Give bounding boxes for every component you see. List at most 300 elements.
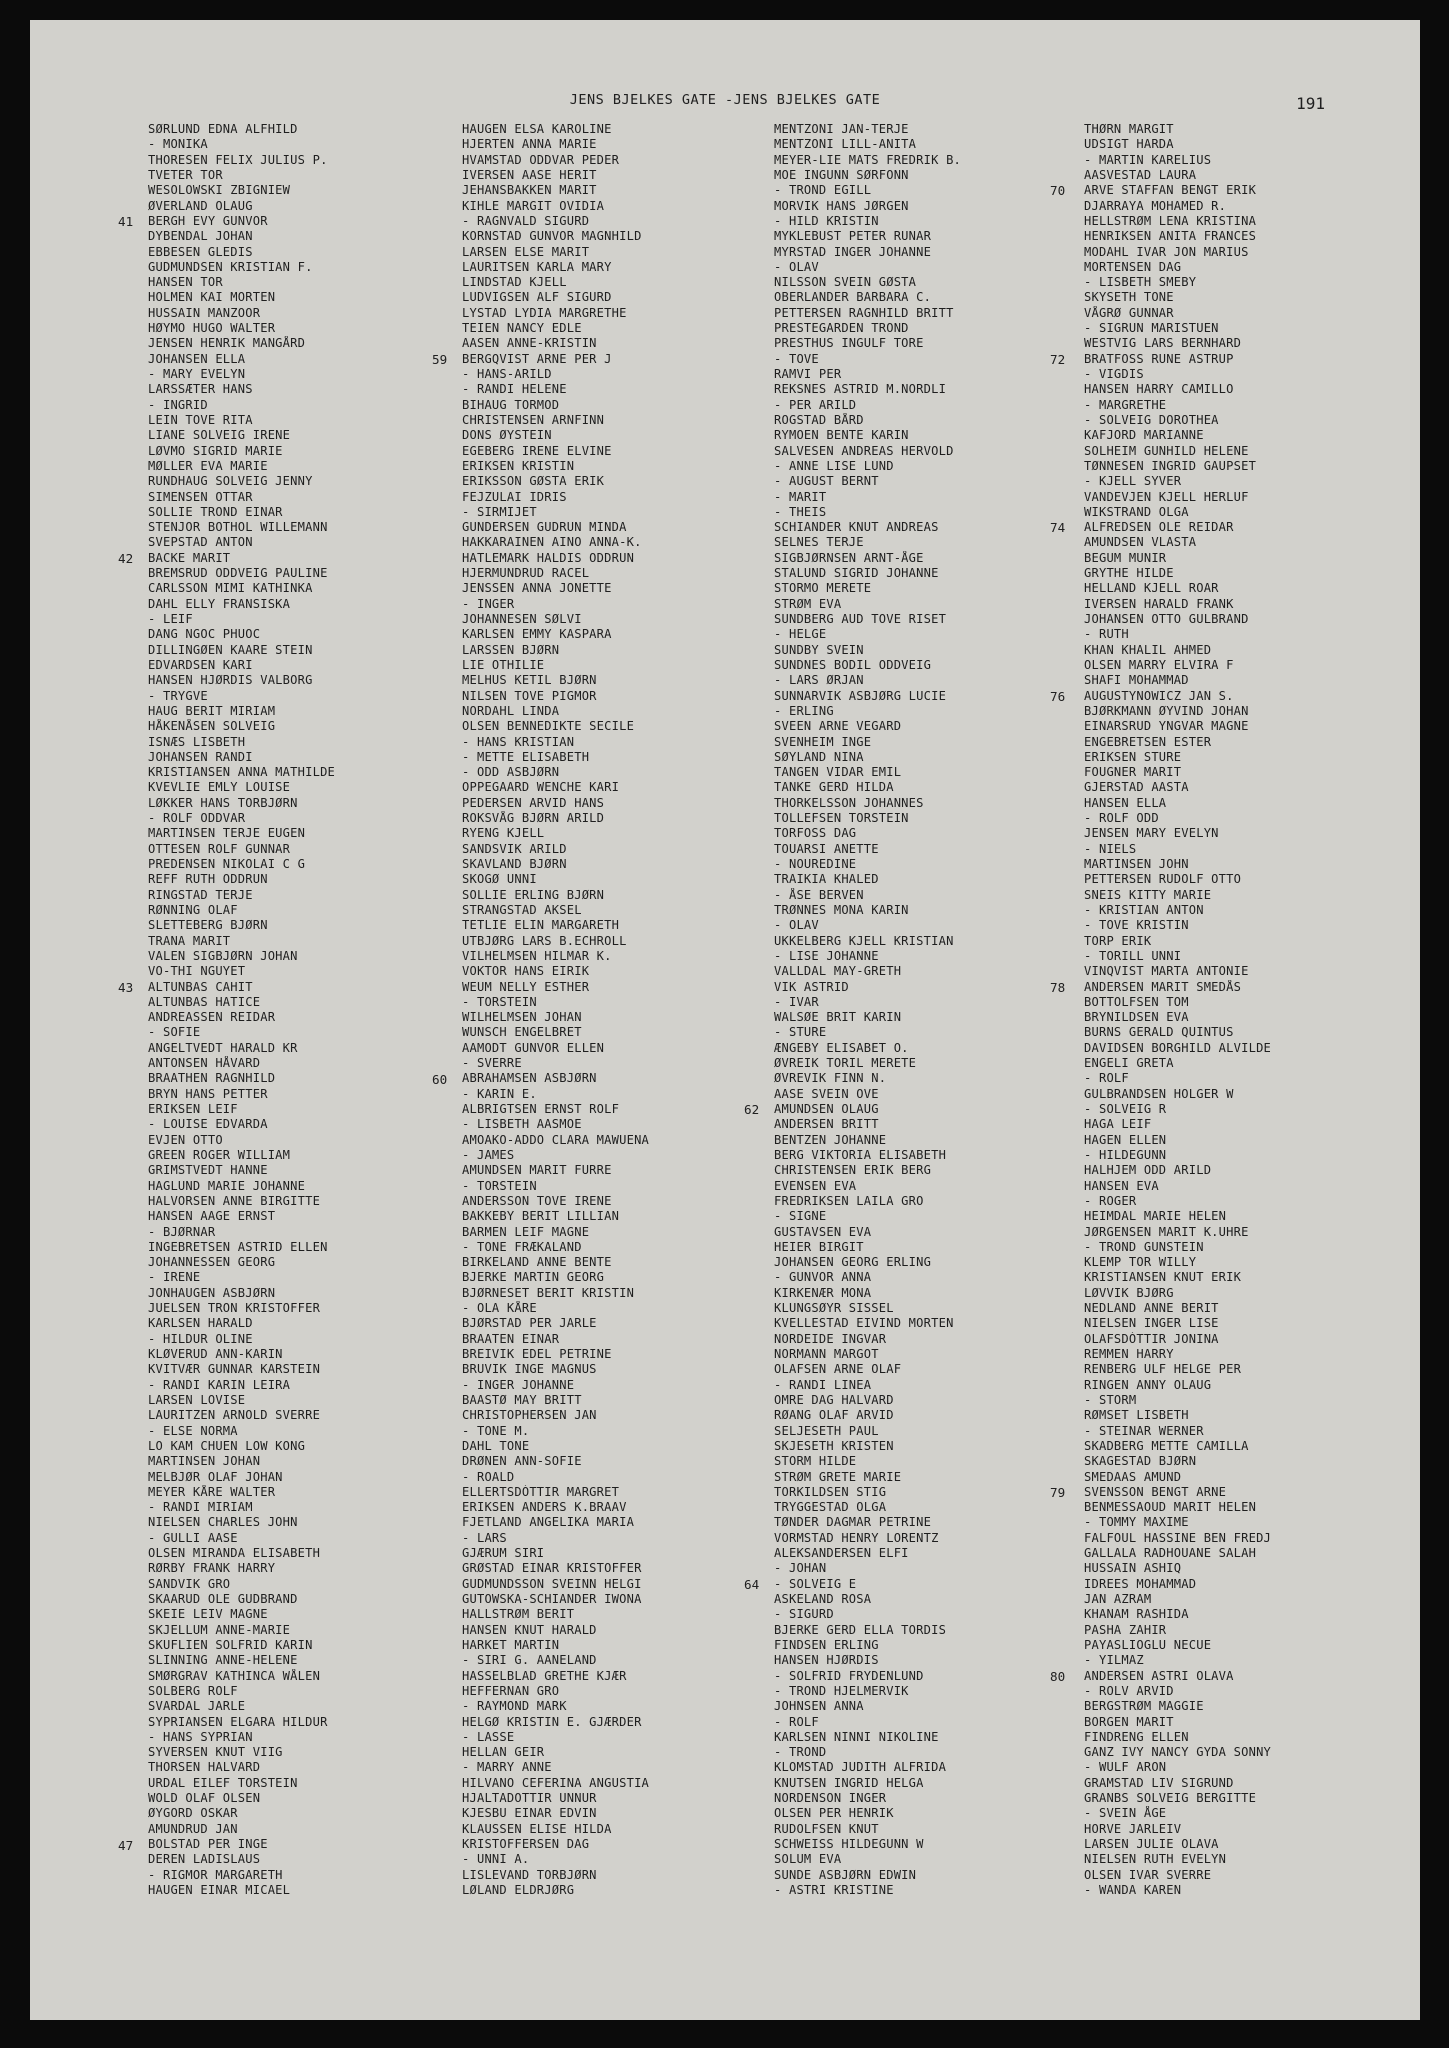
directory-entry: - ROGER [1084,1193,1137,1208]
directory-entry: STORM HILDE [774,1454,857,1469]
directory-entry: - ROALD [462,1469,515,1484]
directory-entry: - HANS SYPRIAN [148,1729,253,1744]
page-number: 191 [1296,94,1325,113]
directory-entry: HANSEN HJØRDIS VALBORG [148,673,313,688]
directory-entry: SVEPSTAD ANTON [148,535,253,550]
directory-entry: PASHA ZAHIR [1084,1622,1167,1637]
directory-entry: WUNSCH ENGELBRET [462,1025,582,1040]
directory-entry: ERIKSEN ANDERS K.BRAAV [462,1500,627,1515]
directory-entry: MENTZONI JAN-TERJE [774,122,909,136]
directory-entry: - ROLF [774,1714,819,1729]
directory-entry: - RAGNVALD SIGURD [462,213,590,228]
directory-entry: - PER ARILD [774,397,857,412]
directory-entry: HALLSTRØM BERIT [462,1607,575,1622]
directory-entry: WILHELMSEN JOHAN [462,1010,582,1025]
directory-entry: SUNNARVIK ASBJØRG LUCIE [774,688,947,703]
directory-entry: AMUNDSEN MARIT FURRE [462,1163,612,1178]
directory-entry: BERGSTRØM MAGGIE [1084,1699,1204,1714]
directory-entry: SOLHEIM GUNHILD HELENE [1084,443,1249,458]
directory-entry: - TROND EGILL [774,183,872,198]
directory-entry: SOLLIE TROND EINAR [148,504,283,519]
directory-entry: HELLSTRØM LENA KRISTINA [1084,213,1257,228]
directory-entry: UDSIGT HARDA [1084,137,1174,152]
directory-entry: CARLSSON MIMI KATHINKA [148,581,313,596]
directory-entry: - NOUREDINE [774,857,857,871]
directory-entry: RØMSET LISBETH [1084,1408,1189,1423]
directory-entry: SUNDBERG AUD TOVE RISET [774,612,947,626]
directory-entry: - INGER [462,596,515,611]
directory-entry: TOLLEFSEN TORSTEIN [774,811,909,826]
directory-entry: AASE SVEIN OVE [774,1086,879,1101]
directory-entry: WESTVIG LARS BERNHARD [1084,336,1242,351]
directory-entry: - KRISTIAN ANTON [1084,902,1204,917]
directory-entry: AAMODT GUNVOR ELLEN [462,1040,605,1055]
directory-entry: HANSEN HJØRDIS [774,1653,879,1668]
directory-entry: HVAMSTAD ODDVAR PEDER [462,152,620,167]
directory-entry: ENGELI GRETA [1084,1056,1174,1071]
directory-entry: - JAMES [462,1147,515,1162]
directory-entry: RINGEN ANNY OLAUG [1084,1377,1212,1392]
directory-entry: - STORM [1084,1392,1137,1407]
directory-entry: ISNÆS LISBETH [148,734,246,749]
directory-entry: SALVESEN ANDREAS HERVOLD [774,443,954,458]
directory-entry: - STEINAR WERNER [1084,1423,1204,1438]
directory-entry: MARTINSEN JOHAN [148,1454,261,1469]
directory-entry: KIRKENÆR MONA [774,1285,872,1300]
directory-entry: BURNS GERALD QUINTUS [1084,1025,1234,1040]
directory-entry: JOHANNESEN SØLVI [462,612,582,626]
directory-entry: - OLAV [774,918,819,933]
directory-entry: BACKE MARIT [148,550,231,565]
directory-entry: KRISTIANSEN ANNA MATHILDE [148,765,336,780]
directory-entry: TORFOSS DAG [774,826,857,841]
directory-entry: - TRYGVE [148,688,208,703]
directory-entry: SKYSETH TONE [1084,290,1174,305]
directory-entry: - KARIN E. [462,1086,537,1101]
directory-entry: - HELGE [774,627,827,642]
directory-entry: PEDERSEN ARVID HANS [462,795,605,810]
directory-entry: - TORSTEIN [462,994,537,1009]
directory-entry: MARTINSEN JOHN [1084,857,1189,871]
directory-entry: RUDOLFSEN KNUT [774,1821,879,1836]
directory-entry: - TOMMY MAXIME [1084,1515,1189,1530]
directory-entry: TANGEN VIDAR EMIL [774,765,902,780]
directory-entry: GULBRANDSEN HOLGER W [1084,1086,1234,1101]
directory-entry: BERGQVIST ARNE PER J [462,351,612,366]
directory-entry: VANDEVJEN KJELL HERLUF [1084,489,1249,504]
directory-entry: - HILDUR OLINE [148,1331,253,1346]
directory-entry: SHAFI MOHAMMAD [1084,673,1189,688]
directory-entry: BIRKELAND ANNE BENTE [462,1255,612,1270]
directory-entry: - TOVE KRISTIN [1084,918,1189,933]
directory-entry: ANDERSSON TOVE IRENE [462,1193,612,1208]
directory-entry: DAHL ELLY FRANSISKA [148,596,291,611]
directory-entry: RUNDHAUG SOLVEIG JENNY [148,474,313,489]
directory-entry: - LARS ØRJAN [774,673,864,688]
directory-entry: BRATFOSS RUNE ASTRUP [1084,351,1234,366]
house-number: 74 [1050,520,1066,536]
directory-entry: HALHJEM ODD ARILD [1084,1163,1212,1178]
house-number: 64 [744,1577,760,1593]
directory-entry: GANZ IVY NANCY GYDA SONNY [1084,1745,1272,1760]
directory-entry: OBERLANDER BARBARA C. [774,290,932,305]
directory-entry: MEYER-LIE MATS FREDRIK B. [774,152,962,167]
directory-entry: ØVREVIK FINN N. [774,1071,887,1086]
directory-entry: - HANS-ARILD [462,367,552,381]
directory-entry: RØRBY FRANK HARRY [148,1561,276,1576]
directory-entry: HANSEN KNUT HARALD [462,1622,597,1637]
directory-entry: - ÅSE BERVEN [774,887,864,902]
directory-entry: FREDRIKSEN LAILA GRO [774,1193,924,1208]
directory-entry: VINQVIST MARTA ANTONIE [1084,964,1249,979]
directory-entry: ALBRIGTSEN ERNST ROLF [462,1102,620,1116]
directory-entry: - INGER JOHANNE [462,1377,575,1392]
directory-entry: GREEN ROGER WILLIAM [148,1147,291,1162]
directory-entry: JOHNSEN ANNA [774,1699,864,1714]
directory-entry: GRØSTAD EINAR KRISTOFFER [462,1561,642,1576]
directory-entry: JOHANNESSEN GEORG [148,1255,276,1270]
directory-entry: - HILD KRISTIN [774,213,879,228]
directory-entry: - VIGDIS [1084,367,1144,381]
directory-entry: IVERSEN HARALD FRANK [1084,596,1234,611]
directory-entry: BENTZEN JOHANNE [774,1132,887,1147]
directory-entry: KLOMSTAD JUDITH ALFRIDA [774,1760,947,1775]
directory-entry: VORMSTAD HENRY LORENTZ [774,1530,939,1545]
directory-entry: SKADBERG METTE CAMILLA [1084,1438,1249,1453]
directory-entry: HANSEN HARRY CAMILLO [1084,382,1234,397]
directory-entry: - TONE FRÆKALAND [462,1239,582,1254]
directory-entry: EGEBERG IRENE ELVINE [462,443,612,458]
directory-entry: HJERTEN ANNA MARIE [462,137,597,152]
directory-entry: BRUVIK INGE MAGNUS [462,1362,597,1377]
directory-entry: HANSEN ELLA [1084,795,1167,810]
directory-entry: LARSEN LOVISE [148,1392,246,1407]
directory-entry: JENSEN HENRIK MANGÅRD [148,336,306,351]
directory-entry: KARLSEN HARALD [148,1316,253,1331]
directory-entry: RØANG OLAF ARVID [774,1408,894,1423]
directory-entry: - SIGURD [774,1607,834,1622]
directory-entry: HENRIKSEN ANITA FRANCES [1084,229,1257,244]
directory-entry: LARSEN JULIE OLAVA [1084,1837,1219,1851]
house-number: 80 [1050,1669,1066,1685]
directory-entry: SLINNING ANNE-HELENE [148,1653,298,1668]
directory-entry: RINGSTAD TERJE [148,887,253,902]
directory-entry: OLAFSEN ARNE OLAF [774,1362,902,1377]
directory-entry: - SOLVEIG E [774,1576,857,1591]
directory-entry: JOHANSEN ELLA [148,351,246,366]
directory-entry: THØRN MARGIT [1084,122,1174,136]
directory-entry: - THEIS [774,504,827,519]
directory-entry: - MARTIN KARELIUS [1084,152,1212,167]
directory-entry: TØNDER DAGMAR PETRINE [774,1515,932,1530]
directory-entry: RYENG KJELL [462,826,545,841]
directory-entry: VO-THI NGUYET [148,964,246,979]
directory-entry: HUSSAIN ASHIQ [1084,1561,1182,1576]
directory-entry: - SIRMIJET [462,504,537,519]
directory-entry: HELLAND KJELL ROAR [1084,581,1219,596]
directory-entry: ØYGORD OSKAR [148,1806,238,1821]
directory-entry: TANKE GERD HILDA [774,780,894,795]
directory-entry: ENGEBRETSEN ESTER [1084,734,1212,749]
directory-entry: - IVAR [774,994,819,1009]
directory-entry: ANTONSEN HÅVARD [148,1056,261,1071]
directory-entry: AMUNDRUD JAN [148,1821,238,1836]
directory-entry: OLSEN PER HENRIK [774,1806,894,1821]
directory-entry: HOLMEN KAI MORTEN [148,290,276,305]
directory-entry: URDAL EILEF TORSTEIN [148,1775,298,1790]
directory-entry: ANDERSEN ASTRI OLAVA [1084,1668,1234,1683]
directory-entry: BIHAUG TORMOD [462,397,560,412]
directory-entry: HJERMUNDRUD RACEL [462,566,590,581]
directory-entry: SKAVLAND BJØRN [462,857,567,871]
directory-entry: LØLAND ELDRJØRG [462,1882,575,1897]
directory-entry: DEREN LADISLAUS [148,1852,261,1867]
directory-entry: STALUND SIGRID JOHANNE [774,566,939,581]
directory-entry: - RANDI KARIN LEIRA [148,1377,291,1392]
directory-entry: - TROND GUNSTEIN [1084,1239,1204,1254]
directory-entry: REMMEN HARRY [1084,1347,1174,1361]
directory-entry: KIHLE MARGIT OVIDIA [462,198,605,213]
directory-entry: JOHANSEN GEORG ERLING [774,1255,932,1270]
directory-entry: KARLSEN EMMY KASPARA [462,627,612,642]
directory-entry: ANDERSEN BRITT [774,1117,879,1132]
directory-entry: NIELSEN INGER LISE [1084,1316,1219,1331]
directory-entry: - RUTH [1084,627,1129,642]
column-1 [148,122,478,1898]
directory-entry: GUTOWSKA-SCHIANDER IWONA [462,1592,642,1606]
house-number: 76 [1050,688,1066,704]
directory-entry: LAURITZEN ARNOLD SVERRE [148,1408,321,1423]
directory-entry: SKUFLIEN SOLFRID KARIN [148,1637,313,1652]
directory-entry: KARLSEN NINNI NIKOLINE [774,1729,939,1744]
directory-entry: THORKELSSON JOHANNES [774,795,924,810]
directory-entry: DYBENDAL JOHAN [148,229,253,244]
directory-entry: SØYLAND NINA [774,749,864,764]
directory-entry: ANDREASSEN REIDAR [148,1010,276,1025]
directory-entry: OPPEGAARD WENCHE KARI [462,780,620,795]
directory-entry: HARKET MARTIN [462,1637,560,1652]
directory-entry: NORDEIDE INGVAR [774,1331,887,1346]
directory-entry: ALEKSANDERSEN ELFI [774,1546,909,1561]
directory-entry: - SOLVEIG R [1084,1102,1167,1116]
directory-entry: SOLLIE ERLING BJØRN [462,887,605,902]
directory-entry: SYVERSEN KNUT VIIG [148,1745,283,1760]
directory-entry: OTTESEN ROLF GUNNAR [148,841,291,856]
directory-entry: FINDRENG ELLEN [1084,1729,1189,1744]
directory-entry: AASEN ANNE-KRISTIN [462,336,597,351]
directory-entry: OLSEN MIRANDA ELISABETH [148,1546,321,1561]
directory-entry: HANSEN EVA [1084,1178,1159,1193]
directory-entry: LINDSTAD KJELL [462,275,567,290]
directory-entry: MELBJØR OLAF JOHAN [148,1469,283,1484]
directory-entry: LØVVIK BJØRG [1084,1285,1174,1300]
directory-entry: KORNSTAD GUNVOR MAGNHILD [462,229,642,244]
directory-entry: - MARGRETHE [1084,397,1167,412]
directory-entry: NIELSEN RUTH EVELYN [1084,1852,1227,1867]
directory-entry: ALFREDSEN OLE REIDAR [1084,520,1234,535]
directory-entry: ELLERTSDÓTTIR MARGRET [462,1484,620,1499]
directory-entry: EINARSRUD YNGVAR MAGNE [1084,719,1249,734]
directory-entry: WESOLOWSKI ZBIGNIEW [148,183,291,198]
directory-entry: - ROLF [1084,1071,1129,1086]
directory-entry: - METTE ELISABETH [462,749,590,764]
directory-entry: BOLSTAD PER INGE [148,1837,268,1851]
directory-entry: - INGRID [148,397,208,412]
directory-entry: MEYER KÅRE WALTER [148,1484,276,1499]
directory-page [30,20,1420,2020]
directory-entry: SKJELLUM ANNE-MARIE [148,1622,291,1637]
directory-entry: - LEIF [148,612,193,626]
directory-entry: DJARRAYA MOHAMED R. [1084,198,1227,213]
house-number: 59 [432,351,448,367]
directory-entry: - SOLVEIG DOROTHEA [1084,412,1219,427]
directory-entry: ERIKSEN LEIF [148,1102,238,1116]
directory-entry: STORMO MERETE [774,581,872,596]
directory-entry: - RIGMOR MARGARETH [148,1867,283,1882]
directory-entry: MORTENSEN DAG [1084,259,1182,274]
directory-entry: ABRAHAMSEN ASBJØRN [462,1071,597,1086]
directory-entry: - TROND HJELMERVIK [774,1683,909,1698]
directory-entry: GUNDERSEN GUDRUN MINDA [462,520,627,535]
house-number: 79 [1050,1485,1066,1501]
directory-entry: PRESTHUS INGULF TORE [774,336,924,351]
directory-entry: HØYMO HUGO WALTER [148,321,276,336]
directory-entry: LISLEVAND TORBJØRN [462,1867,597,1882]
directory-entry: - HANS KRISTIAN [462,734,575,749]
directory-entry: REFF RUTH ODDRUN [148,872,268,887]
directory-entry: - ASTRI KRISTINE [774,1882,894,1897]
directory-entry: TOUARSI ANETTE [774,841,879,856]
directory-entry: LIE OTHILIE [462,657,545,672]
directory-entry: HAUGEN EINAR MICAEL [148,1882,291,1897]
directory-entry: BRYNILDSEN EVA [1084,1010,1189,1025]
directory-entry: BERGH EVY GUNVOR [148,213,268,228]
directory-entry: KLØVERUD ANN-KARIN [148,1347,283,1361]
directory-entry: - RANDI LINEA [774,1377,872,1392]
directory-entry: JENSSEN ANNA JONETTE [462,581,612,596]
directory-entry: WIKSTRAND OLGA [1084,504,1189,519]
directory-entry: GUDMUNDSSON SVEINN HELGI [462,1576,642,1591]
directory-entry: SMEDAAS AMUND [1084,1469,1182,1484]
directory-entry: KJESBU EINAR EDVIN [462,1806,597,1821]
directory-entry: LYSTAD LYDIA MARGRETHE [462,305,627,320]
directory-entry: OLSEN IVAR SVERRE [1084,1867,1212,1882]
directory-entry: LIANE SOLVEIG IRENE [148,428,291,443]
directory-entry: ALTUNBAS HATICE [148,994,261,1009]
directory-entry: JAN AZRAM [1084,1592,1152,1606]
directory-entry: HAKKARAINEN AINO ANNA-K. [462,535,642,550]
directory-entry: BAASTØ MAY BRITT [462,1392,582,1407]
directory-entry: IDREES MOHAMMAD [1084,1576,1197,1591]
directory-entry: MENTZONI LILL-ANITA [774,137,917,152]
directory-entry: - LARS [462,1530,507,1545]
directory-entry: MYRSTAD INGER JOHANNE [774,244,932,259]
directory-entry: AMUNDSEN OLAUG [774,1102,879,1116]
page-header: JENS BJELKES GATE -JENS BJELKES GATE [569,92,881,108]
directory-entry: CHRISTOPHERSEN JAN [462,1408,597,1423]
directory-entry: KAFJORD MARIANNE [1084,428,1204,443]
directory-entry: - LISBETH SMEBY [1084,275,1197,290]
directory-entry: MØLLER EVA MARIE [148,458,268,473]
directory-entry: - WULF ARON [1084,1760,1167,1775]
directory-entry: TVETER TOR [148,167,223,182]
directory-entry: - ROLF ODD [1084,811,1159,826]
directory-entry: SUNDBY SVEIN [774,642,864,657]
directory-entry: BJERKE MARTIN GEORG [462,1270,605,1285]
directory-entry: SKAARUD OLE GUDBRAND [148,1592,298,1606]
directory-entry: SMØRGRAV KATHINCA WÅLEN [148,1668,321,1683]
directory-entry: ERIKSEN STURE [1084,749,1182,764]
directory-entry: WALSØE BRIT KARIN [774,1010,902,1025]
directory-entry: TRØNNES MONA KARIN [774,902,909,917]
directory-entry: BJØRNESET BERIT KRISTIN [462,1285,635,1300]
directory-entry: IVERSEN AASE HERIT [462,167,597,182]
directory-entry: - MARY EVELYN [148,367,246,381]
directory-entry: HAGA LEIF [1084,1117,1152,1132]
directory-entry: - AUGUST BERNT [774,474,879,489]
directory-entry: KVELLESTAD EIVIND MORTEN [774,1316,954,1331]
directory-entry: GUSTAVSEN EVA [774,1224,872,1239]
directory-entry: GRAMSTAD LIV SIGRUND [1084,1775,1234,1790]
directory-entry: AMUNDSEN VLASTA [1084,535,1197,550]
directory-entry: EVJEN OTTO [148,1132,223,1147]
directory-entry: EVENSEN EVA [774,1178,857,1193]
directory-entry: - WANDA KAREN [1084,1882,1182,1897]
directory-entry: TRANA MARIT [148,933,231,948]
directory-entry: - IRENE [148,1270,201,1285]
directory-entry: VILHELMSEN HILMAR K. [462,948,612,963]
directory-entry: SUNDE ASBJØRN EDWIN [774,1867,917,1882]
directory-entry: KVEVLIE EMLY LOUISE [148,780,291,795]
directory-entry: NORDENSON INGER [774,1791,887,1806]
directory-entry: - TONE M. [462,1423,530,1438]
directory-entry: LAURITSEN KARLA MARY [462,259,612,274]
directory-entry: - ROLV ARVID [1084,1683,1174,1698]
directory-entry: DRØNEN ANN-SOFIE [462,1454,582,1469]
directory-entry: BEGUM MUNIR [1084,550,1167,565]
directory-entry: KHANAM RASHIDA [1084,1607,1189,1622]
directory-entry: - RANDI HELENE [462,382,567,397]
directory-entry: NILSEN TOVE PIGMOR [462,688,597,703]
directory-entry: TORKILDSEN STIG [774,1484,887,1499]
directory-entry: WEUM NELLY ESTHER [462,979,590,994]
directory-entry: OLSEN BENNEDIKTE SECILE [462,719,635,734]
directory-entry: - NIELS [1084,841,1137,856]
house-number: 42 [118,550,134,566]
directory-entry: - HILDEGUNN [1084,1147,1167,1162]
directory-entry: HEIMDAL MARIE HELEN [1084,1209,1227,1224]
directory-entry: NILSSON SVEIN GØSTA [774,275,917,290]
directory-entry: SLETTEBERG BJØRN [148,918,268,933]
directory-entry: VIK ASTRID [774,979,849,994]
directory-entry: NORMANN MARGOT [774,1347,879,1361]
column-2 [462,122,792,1898]
directory-entry: PRESTEGARDEN TROND [774,321,909,336]
directory-entry: - ODD ASBJØRN [462,765,560,780]
directory-entry: JØRGENSEN MARIT K.UHRE [1084,1224,1249,1239]
directory-entry: ASKELAND ROSA [774,1592,872,1606]
directory-entry: UTBJØRG LARS B.ECHROLL [462,933,627,948]
directory-entry: HAGLUND MARIE JOHANNE [148,1178,306,1193]
directory-entry: VÅGRØ GUNNAR [1084,305,1174,320]
directory-entry: STENJOR BOTHOL WILLEMANN [148,520,328,535]
directory-entry: ÆNGEBY ELISABET O. [774,1040,909,1055]
directory-entry: SVENHEIM INGE [774,734,872,749]
directory-entry: CHRISTENSEN ERIK BERG [774,1163,932,1178]
directory-entry: SNEIS KITTY MARIE [1084,887,1212,902]
directory-entry: - SVEIN ÅGE [1084,1806,1167,1821]
directory-entry: - LASSE [462,1729,515,1744]
